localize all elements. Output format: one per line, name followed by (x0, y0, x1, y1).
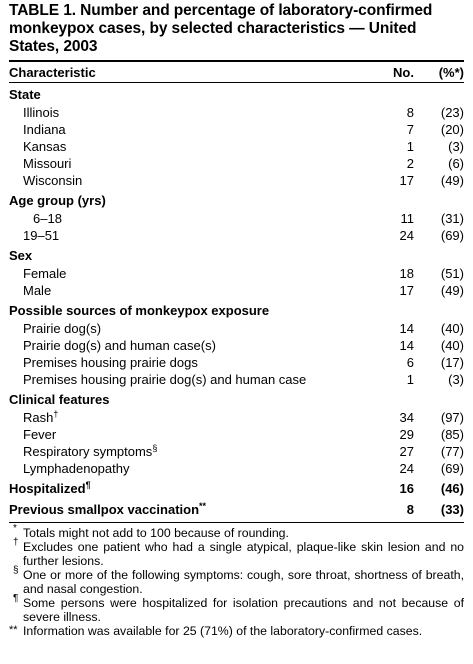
row-label-text: Wisconsin (23, 173, 83, 188)
row-percent: (69) (440, 461, 464, 476)
row-percent: (20) (440, 122, 464, 137)
table-row (9, 320, 464, 337)
row-count: 17 (399, 173, 414, 188)
row-label (9, 210, 354, 227)
row-label (9, 172, 354, 189)
row-percent: (85) (440, 427, 464, 442)
row-label (9, 155, 354, 172)
table-row-bold (9, 501, 464, 519)
row-count: 27 (399, 444, 414, 459)
table-row (9, 426, 464, 443)
row-label-text: Lymphadenopathy (23, 461, 130, 476)
footnote-mark: ** (199, 501, 207, 511)
row-count: 2 (406, 156, 414, 171)
table-row (9, 371, 464, 388)
row-label-text: Fever (23, 427, 57, 442)
table-row (9, 172, 464, 189)
row-label (9, 337, 354, 354)
row-count: 11 (400, 211, 414, 226)
footnote-mark: ** (9, 624, 18, 636)
row-percent: (46) (440, 481, 464, 496)
row-count: 18 (399, 266, 414, 281)
row-label-text: Female (23, 266, 67, 281)
table-body (9, 86, 464, 519)
row-label (9, 282, 354, 299)
table-row (9, 121, 464, 138)
bottom-rule (9, 522, 464, 523)
footnote-mark: † (13, 537, 19, 548)
section-heading-label: State (9, 87, 41, 102)
footnote (9, 537, 464, 568)
row-percent: (51) (440, 266, 464, 281)
row-label-text: Prairie dog(s) (23, 321, 102, 336)
row-label-text: Previous smallpox vaccination (9, 502, 200, 517)
row-label (9, 460, 354, 477)
footnote (9, 624, 464, 638)
footnote-mark: § (13, 565, 19, 576)
footnote-text: Information was available for 25 (71%) of the laboratory-confirmed cases. (23, 624, 423, 638)
table-row (9, 104, 464, 121)
row-percent: (33) (440, 502, 464, 517)
row-percent: (77) (440, 444, 464, 459)
row-label-text: Illinois (23, 105, 60, 120)
row-label (9, 265, 354, 282)
footnote-mark: ¶ (13, 593, 19, 604)
table-row (9, 460, 464, 477)
row-label (9, 501, 354, 519)
footnote (9, 565, 464, 596)
row-label (9, 371, 354, 388)
row-count: 8 (406, 105, 414, 120)
row-label-text: Hospitalized (9, 481, 86, 496)
row-count: 34 (399, 410, 414, 425)
row-count: 29 (399, 427, 414, 442)
row-label-text: Indiana (23, 122, 66, 137)
row-count: 24 (399, 461, 414, 476)
row-count: 1 (406, 139, 414, 154)
row-label (9, 121, 354, 138)
footnote-text: Excludes one patient who had a single atypical, plaque-like skin lesion and no further lesions. (23, 540, 464, 568)
footnote-text: Totals might not add to 100 because of rounding. (23, 526, 289, 540)
table-row-bold (9, 480, 464, 498)
footnote (9, 593, 464, 624)
section-heading (9, 192, 464, 210)
row-label-text: 19–51 (23, 228, 60, 243)
footnote-mark: ¶ (85, 480, 91, 490)
table-row (9, 155, 464, 172)
row-percent: (3) (448, 372, 464, 387)
footnote-text: Some persons were hospitalized for isolation precautions and not because of severe illness. (23, 596, 464, 624)
section-heading (9, 247, 464, 265)
row-count: 7 (406, 122, 414, 137)
row-count: 14 (399, 338, 414, 353)
section-heading-label: Age group (yrs) (9, 193, 106, 208)
table-row (9, 282, 464, 299)
table-row (9, 265, 464, 282)
section-heading-label: Clinical features (9, 392, 110, 407)
row-label (9, 443, 354, 460)
table-row (9, 443, 464, 460)
row-count: 14 (399, 321, 414, 336)
row-label-text: Kansas (23, 139, 67, 154)
row-label (9, 138, 354, 155)
table-row (9, 337, 464, 354)
row-label (9, 480, 354, 498)
row-percent: (97) (440, 410, 464, 425)
row-label-text: Respiratory symptoms (23, 444, 153, 459)
row-label-text: Rash (23, 410, 54, 425)
footnote (9, 523, 464, 540)
row-label (9, 409, 354, 426)
table-row (9, 227, 464, 244)
row-label-text: Missouri (23, 156, 72, 171)
row-count: 1 (406, 372, 414, 387)
row-count: 24 (399, 228, 414, 243)
row-percent: (40) (440, 321, 464, 336)
row-count: 6 (406, 355, 414, 370)
row-percent: (49) (440, 283, 464, 298)
row-label-text: Premises housing prairie dog(s) and human case (23, 372, 307, 387)
row-percent: (6) (448, 156, 464, 171)
row-label (9, 104, 354, 121)
column-header-pct: (%*) (438, 64, 464, 80)
row-percent: (69) (440, 228, 464, 243)
footnote-mark: § (152, 443, 158, 453)
row-label (9, 320, 354, 337)
row-label (9, 354, 354, 371)
row-label (9, 426, 354, 443)
footnote-text: One or more of the following symptoms: cough, sore throat, shortness of breath, and nasal congestion. (23, 568, 464, 596)
section-heading (9, 391, 464, 409)
table-row (9, 138, 464, 155)
table-row (9, 210, 464, 227)
section-heading-label: Possible sources of monkeypox exposure (9, 303, 270, 318)
footnote-mark: † (53, 409, 59, 419)
row-count: 16 (399, 481, 414, 496)
table-row (9, 409, 464, 426)
row-label (9, 227, 354, 244)
section-heading-label: Sex (9, 248, 33, 263)
row-percent: (40) (440, 338, 464, 353)
row-label-text: Premises housing prairie dogs (23, 355, 198, 370)
row-percent: (17) (440, 355, 464, 370)
row-percent: (49) (440, 173, 464, 188)
table-row (9, 354, 464, 371)
section-heading (9, 302, 464, 320)
column-header-characteristic: Characteristic (9, 64, 96, 80)
section-heading (9, 86, 464, 104)
row-label-text: Prairie dog(s) and human case(s) (23, 338, 216, 353)
row-percent: (3) (448, 139, 464, 154)
row-label-text: Male (23, 283, 52, 298)
row-count: 17 (399, 283, 414, 298)
row-count: 8 (406, 502, 414, 517)
column-header-no: No. (393, 64, 414, 80)
row-percent: (31) (440, 211, 464, 226)
row-percent: (23) (440, 105, 464, 120)
footnote-mark: * (13, 523, 17, 534)
footnotes (9, 523, 464, 638)
table-title: TABLE 1. Number and percentage of laboratory-confirmed monkeypox cases, by selected characteristics — United States, 2003 (9, 2, 433, 55)
column-header-row (9, 62, 464, 82)
row-label-text: 6–18 (33, 211, 62, 226)
